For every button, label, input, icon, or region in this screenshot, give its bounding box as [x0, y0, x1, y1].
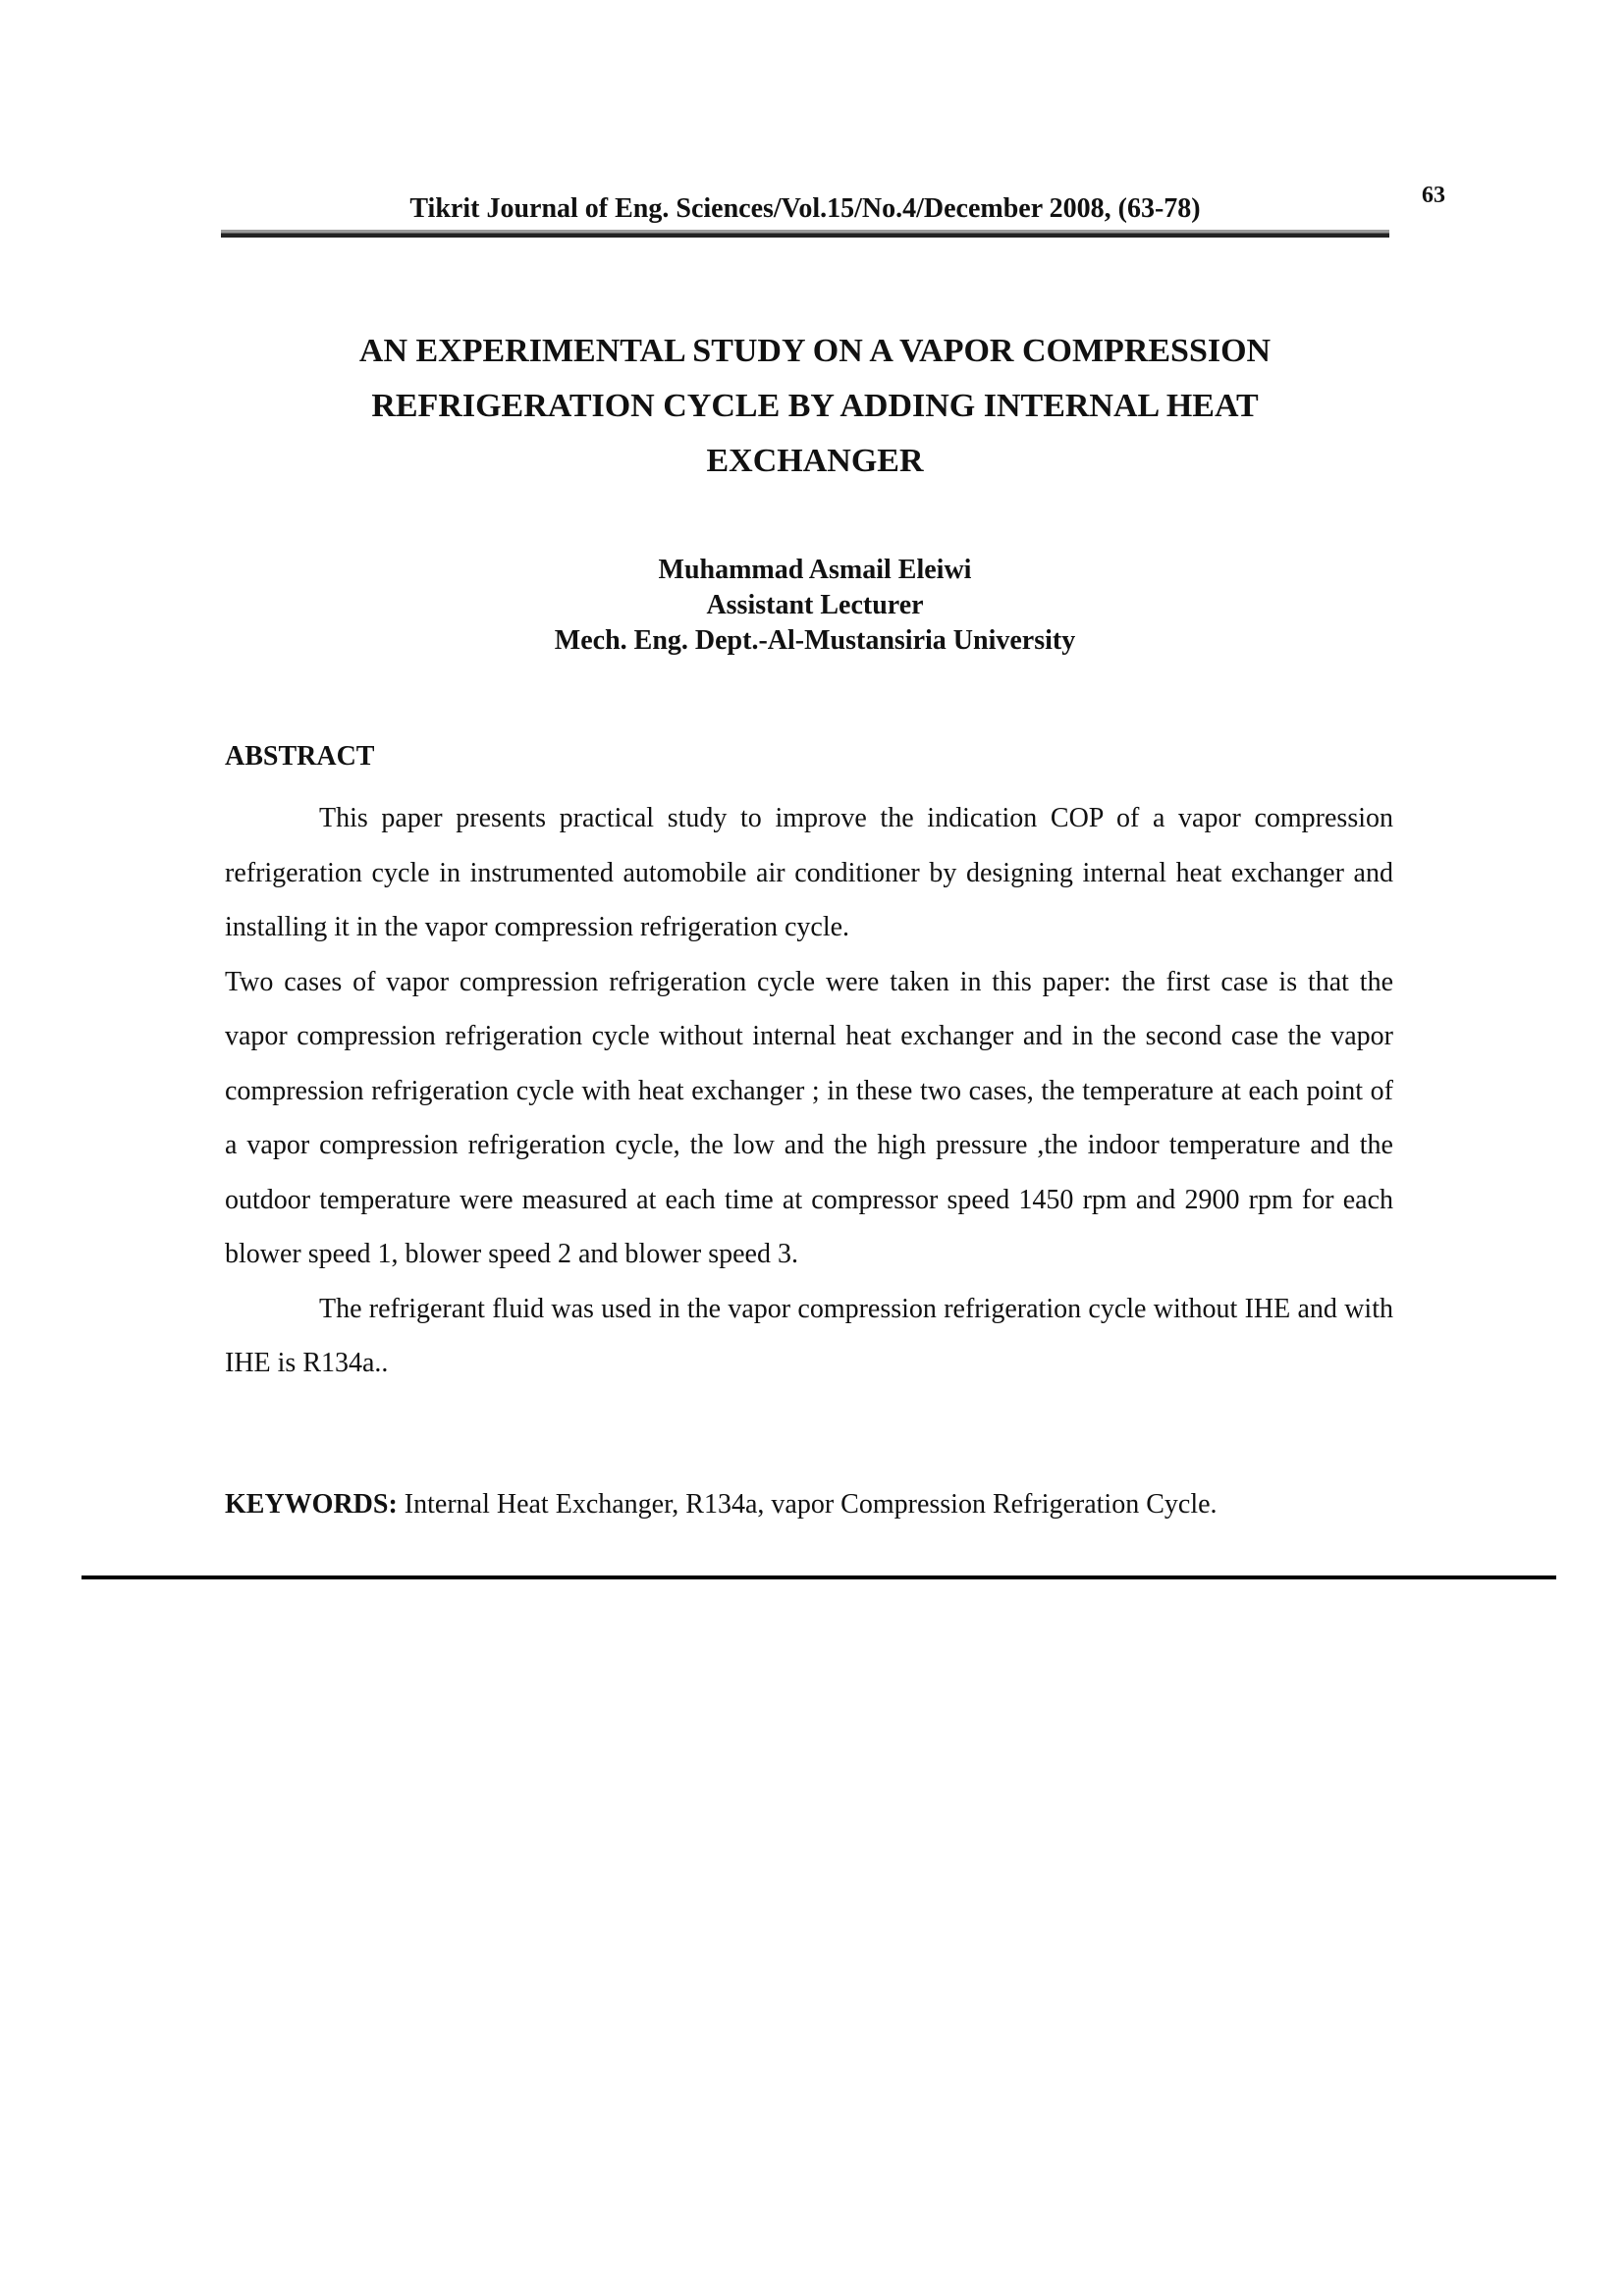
abstract-paragraph: This paper presents practical study to improve the indication COP of a vapor compression refrigeration cycle in instrumented automobile air conditioner by designing internal heat exchanger and installing it in the vapor compression refrigeration cycle. [225, 803, 1393, 942]
abstract-body [225, 791, 1393, 1391]
keywords-text: Internal Heat Exchanger, R134a, vapor Compression Refrigeration Cycle. [397, 1489, 1218, 1520]
title-line: EXCHANGER [706, 443, 924, 479]
author-affiliation: Mech. Eng. Dept.-Al-Mustansiria University [554, 625, 1076, 656]
keywords [225, 1489, 1413, 1521]
title-line: AN EXPERIMENTAL STUDY ON A VAPOR COMPRESSION [358, 333, 1272, 369]
header-rule [221, 230, 1389, 238]
page-number: 63 [1422, 183, 1445, 208]
title-line: REFRIGERATION CYCLE BY ADDING INTERNAL HEAT [371, 388, 1259, 424]
section-divider [81, 1575, 1556, 1579]
author-position: Assistant Lecturer [706, 590, 924, 620]
author-name: Muhammad Asmail Eleiwi [658, 555, 972, 585]
abstract-heading: ABSTRACT [225, 741, 375, 772]
journal-running-head: Tikrit Journal of Eng. Sciences/Vol.15/No.4/December 2008, (63-78) [409, 193, 1201, 224]
author-block [393, 553, 1237, 659]
abstract-paragraph: Two cases of vapor compression refrigeration cycle were taken in this paper: the first case is that the vapor compression refrigeration cycle without internal heat exchanger and in the second case the vapor compression refrigeration cycle with heat exchanger ; in these two cases, the temperature at each point of a vapor compression refrigeration cycle, the low and the high pressure ,the indoor temperature and the outdoor temperature were measured at each time at compressor speed 1450 rpm and 2900 rpm for each blower speed 1, blower speed 2 and blower speed 3. [225, 966, 1393, 1269]
abstract-paragraph: The refrigerant fluid was used in the vapor compression refrigeration cycle without IHE and with IHE is R134a.. [225, 1293, 1393, 1378]
paper-title [245, 324, 1384, 489]
keywords-label: KEYWORDS: [225, 1489, 398, 1520]
